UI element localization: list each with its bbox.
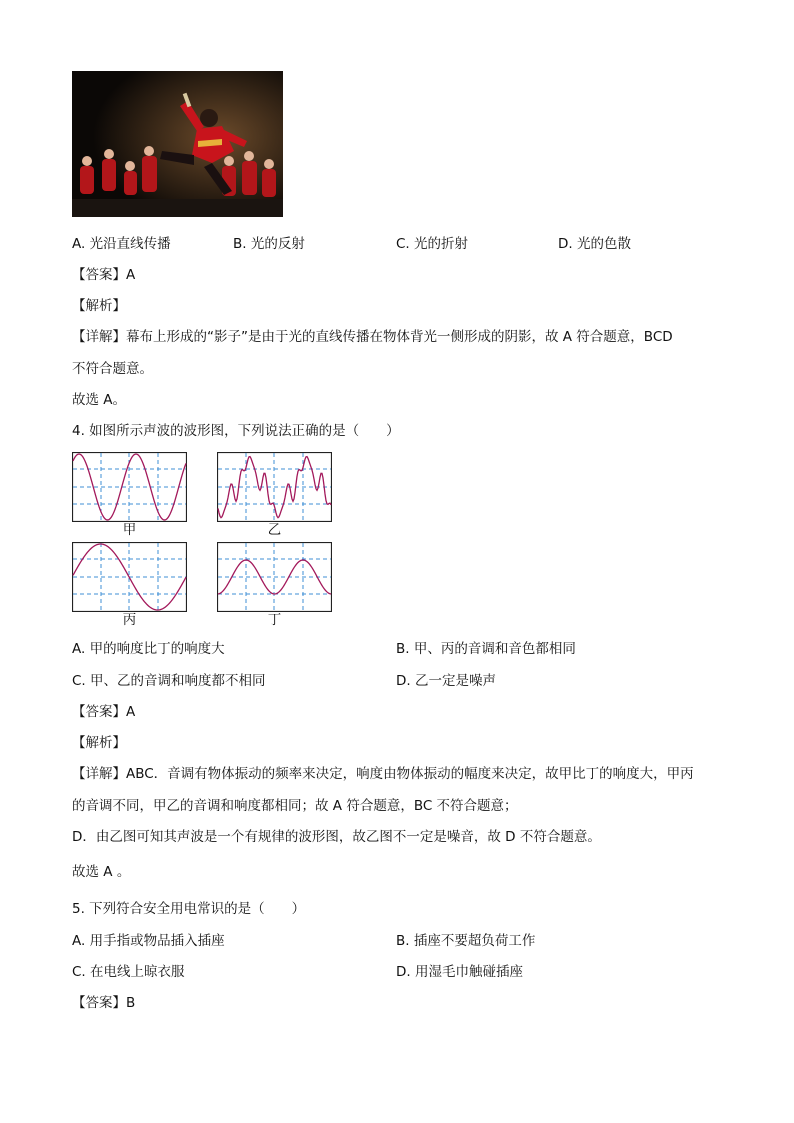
q4-detail-line-3: D．由乙图可知其声波是一个有规律的波形图，故乙图不一定是噪音，故 D 不符合题意。: [72, 829, 601, 845]
q3-option-b: B. 光的反射: [233, 236, 305, 252]
q4-conclusion: 故选 A 。: [72, 864, 131, 880]
dance-photo: [72, 71, 283, 217]
q4-analysis-heading: 【解析】: [72, 735, 126, 751]
q3-option-d: D. 光的色散: [558, 236, 631, 252]
q4-option-d: D. 乙一定是噪声: [396, 673, 496, 689]
q5-option-c: C. 在电线上晾衣服: [72, 964, 185, 980]
q3-option-c: C. 光的折射: [396, 236, 469, 252]
waveform-jia: [72, 452, 187, 522]
waveform-yi: [217, 452, 332, 522]
q5-question: 5. 下列符合安全用电常识的是（ ）: [72, 901, 306, 917]
waveform-ding: [217, 542, 332, 612]
q3-conclusion: 故选 A。: [72, 392, 127, 408]
q4-question: 4. 如图所示声波的波形图，下列说法正确的是（ ）: [72, 423, 400, 439]
q3-option-a: A. 光沿直线传播: [72, 236, 171, 252]
waveform-label-bing: 丙: [122, 612, 137, 628]
q5-option-d: D. 用湿毛巾触碰插座: [396, 964, 523, 980]
q4-detail-line-2: 的音调不同，甲乙的音调和响度都相同；故 A 符合题意，BC 不符合题意；: [72, 798, 518, 814]
q3-analysis-heading: 【解析】: [72, 298, 126, 314]
q5-option-a: A. 用手指或物品插入插座: [72, 933, 225, 949]
q5-option-b: B. 插座不要超负荷工作: [396, 933, 536, 949]
waveform-label-jia: 甲: [122, 522, 137, 538]
waveform-bing: [72, 542, 187, 612]
q3-answer: 【答案】A: [72, 267, 136, 283]
q4-answer: 【答案】A: [72, 704, 136, 720]
waveform-label-yi: 乙: [267, 522, 282, 538]
waveform-label-ding: 丁: [267, 612, 282, 628]
q4-option-b: B. 甲、丙的音调和音色都相同: [396, 641, 576, 657]
q5-answer: 【答案】B: [72, 995, 136, 1011]
q4-detail-line-1: 【详解】ABC．音调有物体振动的频率来决定，响度由物体振动的幅度来决定，故甲比丁的响度大，甲丙: [72, 766, 694, 782]
q4-option-a: A. 甲的响度比丁的响度大: [72, 641, 225, 657]
dance-photo-illustration: [72, 71, 283, 217]
q4-option-c: C. 甲、乙的音调和响度都不相同: [72, 673, 266, 689]
q3-detail-line-1: 【详解】幕布上形成的“影子”是由于光的直线传播在物体背光一侧形成的阴影，故 A 符合题意，BCD: [72, 329, 673, 345]
q3-detail-line-2: 不符合题意。: [72, 361, 153, 377]
